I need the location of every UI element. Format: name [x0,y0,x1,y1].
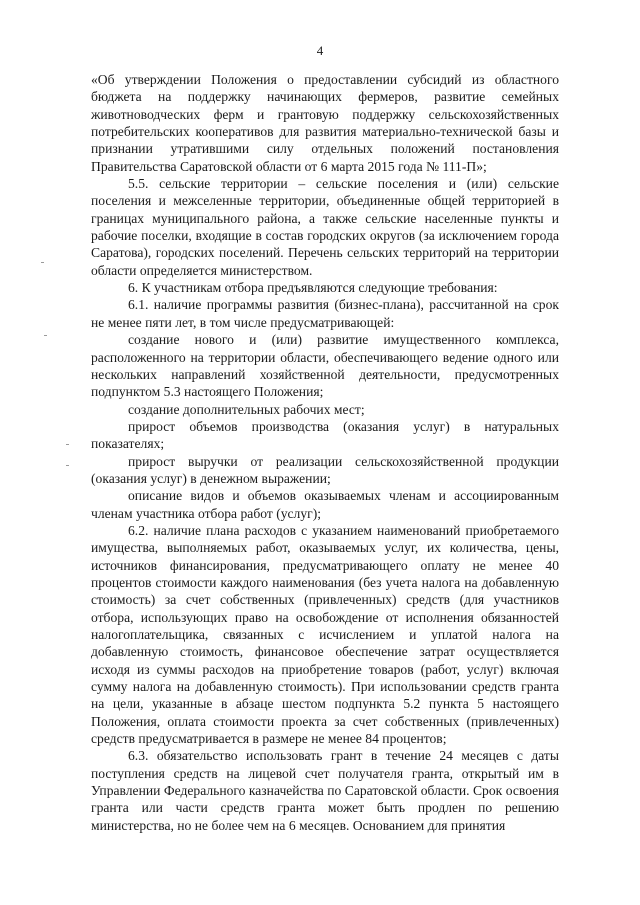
page-number: 4 [316,43,324,58]
scan-speck [41,262,44,263]
scan-speck [66,465,69,466]
paragraph-6-1-item-property: создание нового и (или) развитие имущественного комплекса, расположенного на территории области, обеспечивающего ведение одного или нескольких направлений хозяйственной деятельности, предусмотренных подпунктом 5.3 настоящего Положения; [91,332,559,400]
paragraph-6-2: 6.2. наличие плана расходов с указанием наименований приобретаемого имущества, выполняемых работ, оказываемых услуг, их количества, цены, источников финансирования, предусматривающего оплату не менее 40 процентов стоимости каждого наименования (без учета налога на добавленную стоимость) за счет собственных (привлеченных) средств (для участников отбора, использующих право на освобождение от исполнения обязанностей налогоплательщика, связанных с исчислением и уплатой налога на добавленную стоимость, финансовое обеспечение затрат осуществляется исходя из суммы расходов на приобретение товаров (работ, услуг) включая сумму налога на добавленную стоимость). При использовании средств гранта на цели, указанные в абзаце шестом подпункта 5.2 пункта 5 настоящего Положения, оплата стоимости проекта за счет собственных (привлеченных) средств предусматривается в размере не менее 84 процентов; [91,522,559,747]
paragraph-6-1-item-production: прирост объемов производства (оказания услуг) в натуральных показателях; [91,418,559,452]
document-body [91,71,559,834]
paragraph-6-3: 6.3. обязательство использовать грант в течение 24 месяцев с даты поступления средств на лицевой счет получателя гранта, открытый им в Управлении Федерального казначейства по Саратовской области. Срок освоения гранта или части средств гранта может быть продлен по решению министерства, но не более чем на 6 месяцев. Основанием для принятия [91,748,559,833]
paragraph-6: 6. К участникам отбора предъявляются следующие требования: [128,280,498,296]
paragraph-6-1: 6.1. наличие программы развития (бизнес-плана), рассчитанной на срок не менее пяти лет, в том числе предусматривающей: [91,297,559,330]
paragraph-6-1-item-jobs: создание дополнительных рабочих мест; [128,401,365,417]
paragraph-6-1-item-revenue: прирост выручки от реализации сельскохозяйственной продукции (оказания услуг) в денежном выражении; [91,453,559,486]
paragraph-resolution-title: «Об утверждении Положения о предоставлении субсидий из областного бюджета на поддержку начинающих фермеров, развитие семейных животноводческих ферм и грантовую поддержку сельскохозяйственных потребительских кооперативов для развития материально-технической базы и признании утратившими силу отдельных положений постановления Правительства Саратовской области от 6 марта 2015 года № 111-П»; [91,72,559,174]
paragraph-6-1-item-services: описание видов и объемов оказываемых членам и ассоциированным членам участника отбора работ (услуг); [91,488,559,521]
paragraph-5-5: 5.5. сельские территории – сельские поселения и (или) сельские поселения и межселенные территории, объединенные общей территорией в границах муниципального района, а также сельские населенные пункты и рабочие поселки, входящие в состав городских округов (за исключением города Саратова), городских поселений. Перечень сельских территорий на территории области определяется министерством. [91,176,559,278]
scan-speck [66,444,69,445]
scan-speck [44,335,47,336]
